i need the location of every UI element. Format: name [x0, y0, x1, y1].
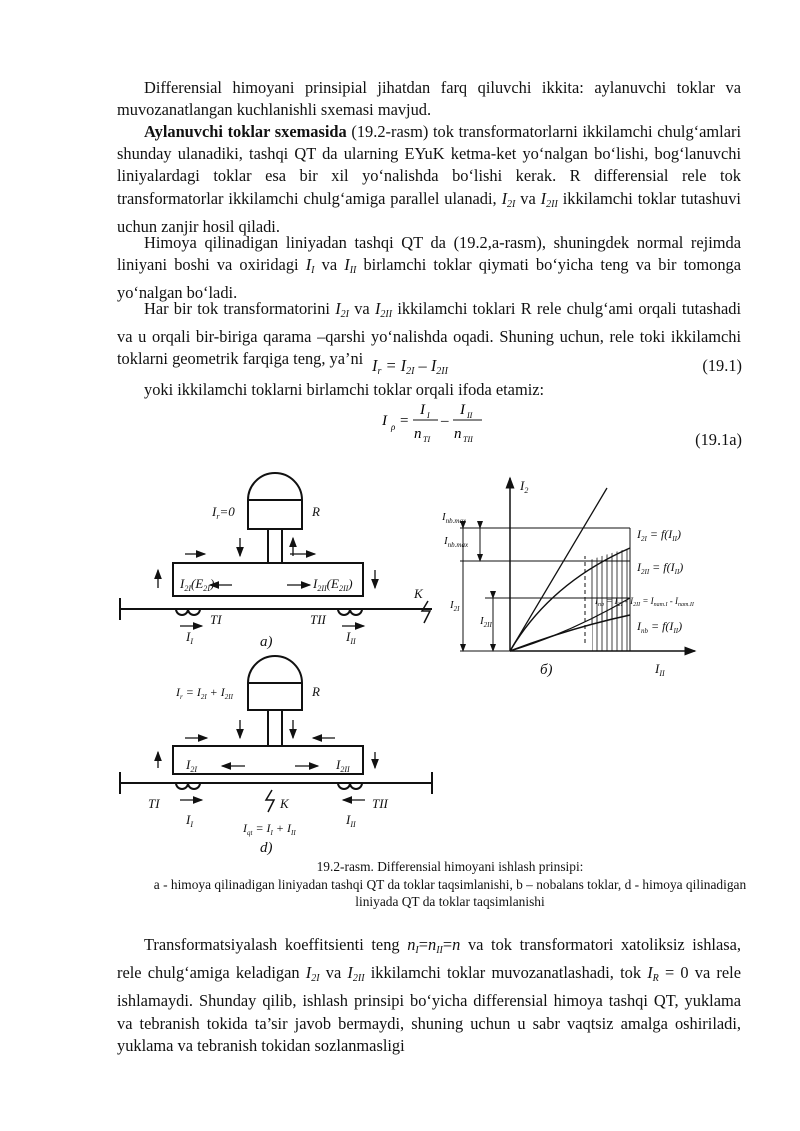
- label: K: [414, 586, 423, 601]
- symbol: I: [344, 255, 350, 275]
- subscript: 2I: [311, 973, 320, 985]
- symbol: –: [441, 413, 449, 429]
- subscript: 2II: [546, 198, 558, 210]
- subscript: 2I: [340, 309, 349, 320]
- label: $I_{2I}(E_{2I})$: [180, 576, 215, 593]
- text-run: va: [319, 963, 348, 983]
- label: TII: [372, 796, 388, 811]
- symbol: n: [452, 935, 461, 954]
- text-run: yoki ikkilamchi toklarni birlamchi toklar orqali ifoda etamiz:: [144, 380, 545, 399]
- panel-a-external-fault: [120, 473, 432, 623]
- caption-text: a - himoya qilinadigan liniyadan tashqi QT da toklar taqsimlanishi, b – nobalans toklar, d - himoya qilinadigan liniyada QT da toklar taqsimlanishi: [153, 876, 747, 909]
- fault-symbol: [422, 601, 430, 623]
- panel-label: a): [260, 634, 273, 650]
- symbol: = I: [381, 356, 407, 375]
- subscript: 2II: [380, 309, 393, 320]
- label: $I_{nb.max}$: [442, 511, 467, 525]
- label: $I_{2I} = f(I_{II})$: [637, 527, 681, 543]
- subscript: 2II: [436, 366, 448, 377]
- subscript: r: [377, 366, 382, 377]
- symbol: I: [347, 963, 353, 983]
- symbol: I: [501, 188, 508, 208]
- panel-b-labels: [441, 478, 695, 678]
- secondary-loop: [173, 746, 363, 774]
- label: $I_{qt} = I_I + I_{II}$: [243, 821, 296, 837]
- symbol: n: [414, 426, 422, 442]
- label: TI: [210, 612, 222, 627]
- panel-d-internal-fault: [120, 656, 432, 812]
- subscript: 2I: [406, 366, 415, 377]
- label: TII: [310, 612, 326, 627]
- text-run: = 0 va rele ishlamaydi. Shunday qilib, ishlash prinsipi bo‘yicha differensial himoya tashqi QT, yuklama va tebranish tokida ta’sir javob bermaydi, shuning uchun u sabr vaqtsiz amalga oshiriladi, yuklama va tebranish tokidan sozlanmasligi: [117, 963, 741, 1055]
- figure-caption: [150, 858, 750, 911]
- symbol: I: [374, 299, 381, 318]
- label: $I_{2II}(E_{2II})$: [313, 576, 353, 593]
- label: $I_r = I_{2I} + I_{2II}$: [176, 685, 233, 701]
- panel-label: б): [540, 662, 553, 678]
- bold-term: Aylanuvchi toklar sxemasida: [144, 122, 347, 141]
- symbol: I: [647, 963, 653, 983]
- caption-title: 19.2-rasm. Differensial himoyani ishlash prinsipi:: [316, 859, 584, 874]
- equation-19-1: [372, 356, 448, 377]
- symbol: n: [454, 426, 462, 442]
- text-run: ikkilamchi toklari R rele chulg‘ami orqali tutashadi va u orqali bir-biriga qarama –qarshi yo‘nalishda oqadi. Shuning uchun, rele toki ikkilamchi toklarni geometrik farqiga teng, ya’ni: [117, 299, 741, 369]
- symbol: =: [400, 413, 409, 429]
- label: $I_{nb} = I_{2I} - I_{2II} = I_{nam.I} - I_{nam.II}$: [595, 596, 694, 608]
- symbol: I: [420, 402, 425, 418]
- symbol: I: [382, 413, 387, 429]
- panel-label: d): [260, 840, 273, 856]
- symbol: I: [335, 299, 341, 318]
- label: $I_{2II}$: [336, 757, 350, 774]
- label: R: [312, 504, 320, 519]
- equation-number: (19.1): [702, 356, 742, 375]
- paragraph-intro: [117, 77, 741, 121]
- label: $I_{II}$: [346, 629, 356, 646]
- subscript: II: [349, 265, 357, 277]
- subscript: I: [427, 411, 430, 420]
- label: $I_{II}$: [655, 661, 665, 678]
- subscript: 2II: [352, 973, 365, 985]
- label: $I_I$: [186, 629, 194, 646]
- symbol: I: [540, 188, 547, 208]
- paragraph-transformation-ratio: [117, 934, 741, 1057]
- label: $I_{nb} = f(I_{II})$: [637, 619, 683, 635]
- label: $I_2$: [520, 478, 529, 495]
- symbol: I: [460, 402, 465, 418]
- symbol: n: [407, 935, 416, 954]
- text-run: Har bir tok transformatorini: [144, 299, 336, 318]
- symbol: I: [305, 255, 312, 275]
- label: R: [312, 684, 320, 699]
- symbol: I: [305, 963, 312, 983]
- equation-19-1a: [380, 398, 490, 450]
- paragraph-circulating-currents: [117, 121, 741, 238]
- text-run: va tok transformatori xatoliksiz ishlasa, rele chulg‘amiga keladigan: [117, 935, 741, 983]
- label: $I_{2I}$: [450, 599, 460, 613]
- label: $I_{II}$: [346, 812, 356, 829]
- subscript: I: [415, 945, 419, 956]
- label: $I_{2II} = f(I_{II})$: [637, 560, 684, 576]
- text-run: Transformatsiyalash koeffitsienti teng: [144, 935, 408, 954]
- fault-symbol: [266, 790, 274, 812]
- text-run: ikkilamchi toklar muvozanatlashadi, tok: [364, 963, 648, 983]
- text-run: va: [314, 255, 345, 275]
- subscript: I: [311, 265, 315, 277]
- label: $I_r=0$: [212, 504, 235, 521]
- label: $I_{nb.max}$: [444, 535, 469, 549]
- text-run: birlamchi toklar qiymati bo‘yicha teng va bir tomonga yo‘nalgan bo‘ladi.: [117, 255, 741, 303]
- subscript: II: [436, 945, 443, 956]
- text-run: va: [349, 299, 375, 318]
- paragraph-external-fault: [117, 232, 741, 305]
- subscript: TII: [463, 435, 473, 444]
- label: K: [280, 796, 289, 811]
- symbol: n: [428, 935, 437, 954]
- subscript: R: [652, 973, 659, 985]
- text-run: ikkilamchi toklar tutashuvi uchun zanjir hosil qiladi.: [117, 188, 741, 236]
- symbol: I: [372, 356, 378, 375]
- subscript: 2I: [507, 198, 516, 210]
- subscript: TI: [423, 435, 431, 444]
- text-run: (19.2-rasm) tok transformatorlarni ikkilamchi chulg‘amlari shunday ulanadiki, tashqi QT da ularning EYuK ketma-ket yo‘nalgan bo‘lishi, bog‘lanuvchi liniyalardagi toklar esa bir xil yo‘nalishda bo‘lishi kerak. R differensial rele tok transformatorlar ikkilamchi chulg‘amiga parallel ulanadi,: [117, 122, 741, 208]
- paragraph-text: Differensial himoyani prinsipial jihatdan farq qiluvchi ikkita: aylanuvchi toklar va muvozanatlangan kuchlanishli sxemasi mavjud.: [117, 78, 741, 120]
- label: $I_{2II}$: [480, 615, 492, 629]
- text-run: Himoya qilinadigan liniyadan tashqi QT da (19.2,a-rasm), shuningdek normal rejimda liniyani boshi va oxiridagi: [117, 233, 741, 275]
- symbol: =: [418, 935, 428, 954]
- text-run: va: [515, 188, 541, 208]
- label: TI: [148, 796, 160, 811]
- equation-number: (19.1a): [695, 430, 742, 449]
- symbol: =: [442, 935, 453, 954]
- figure-19-2: [110, 468, 740, 860]
- label: $I_{2I}$: [186, 757, 198, 774]
- label: $I_I$: [186, 812, 194, 829]
- subscript: II: [467, 411, 473, 420]
- subscript: ρ: [391, 422, 396, 432]
- symbol: – I: [414, 356, 437, 375]
